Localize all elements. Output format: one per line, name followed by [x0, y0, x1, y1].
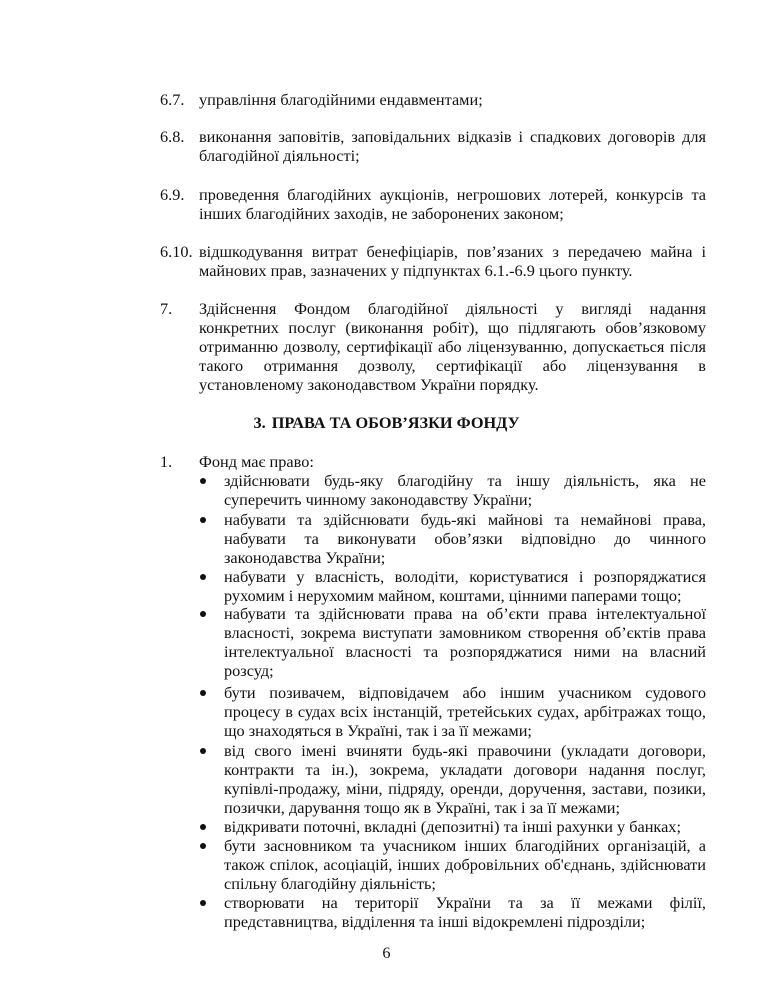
bullet-text: бути засновником та учасником інших благодійних організацій, а також спілок, асоціацій, інших добровільних об'єднань, здійснювати спільну благодійну діяльність;: [224, 836, 706, 893]
bullet-icon: [200, 611, 206, 617]
item-number: 6.10.: [160, 242, 193, 261]
item-text: Здійснення Фондом благодійної діяльності у вигляді надання конкретних послуг (виконання робіт), що підлягають обов’язковому отриманню дозволу, сертифікації або ліцензуванню, допускається після такого отримання дозволу, сертифікації або ліцензування в установленому законодавством України порядку.: [199, 299, 706, 394]
bullet-icon: [200, 824, 206, 830]
item-text: виконання заповітів, заповідальних відказів і спадкових договорів для благодійної діяльності;: [199, 127, 706, 165]
clause-text: Фонд має право:: [199, 452, 314, 471]
bullet-text: відкривати поточні, вкладні (депозитні) та інші рахунки у банках;: [224, 817, 681, 836]
clause-number: 1.: [160, 452, 173, 471]
bullet-text: бути позивачем, відповідачем або іншим учасником судового процесу в судах всіх інстанцій, третейських судах, арбітражах тощо, що знаходяться в Україні, так і за її межами;: [224, 683, 706, 740]
bullet-text: набувати та здійснювати права на об’єкти права інтелектуальної власності, зокрема виступати замовником створення об’єктів права інтелектуальної власності та розпоряджатися ними на власний розсуд;: [224, 604, 706, 680]
item-number: 6.7.: [160, 90, 185, 109]
bullet-icon: [200, 517, 206, 523]
bullet-icon: [200, 478, 206, 484]
item-number: 6.8.: [160, 127, 185, 146]
section-title: ПРАВА ТА ОБОВ’ЯЗКИ ФОНДУ: [271, 413, 520, 432]
bullet-icon: [200, 843, 206, 849]
bullet-text: здійснювати будь-яку благодійну та іншу діяльність, яка не суперечить чинному законодавству України;: [224, 471, 706, 509]
bullet-text: від свого імені вчиняти будь-які правочини (укладати договори, контракти та ін.), зокрема, укладати договори надання послуг, купівлі-продажу, міни, підряду, оренди, доручення, застави, позики, позички, дарування тощо як в Україні, так і за її межами;: [224, 741, 706, 817]
bullet-icon: [200, 900, 206, 906]
section-heading: [0, 413, 773, 433]
item-number: 6.9.: [160, 185, 185, 204]
page-number: 6: [382, 943, 391, 962]
bullet-icon: [200, 748, 206, 754]
bullet-text: набувати у власність, володіти, користуватися і розпоряджатися рухомим і нерухомим майном, коштами, цінними паперами тощо;: [224, 567, 706, 605]
bullet-icon: [200, 690, 206, 696]
item-text: відшкодування витрат бенефіціарів, пов’язаних з передачею майна і майнових прав, зазначених у підпунктах 6.1.-6.9 цього пункту.: [199, 242, 706, 280]
bullet-text: набувати та здійснювати будь-які майнові та немайнові права, набувати та виконувати обов’язки відповідно до чинного законодавства України;: [224, 510, 706, 567]
item-number: 7.: [160, 299, 173, 318]
bullet-text: створювати на території України та за її межами філії, представництва, відділення та інші відокремлені підрозділи;: [224, 893, 706, 931]
section-number: 3.: [253, 413, 266, 432]
bullet-icon: [200, 574, 206, 580]
item-text: управління благодійними ендавментами;: [199, 90, 483, 109]
item-text: проведення благодійних аукціонів, негрошових лотерей, конкурсів та інших благодійних заходів, не заборонених законом;: [199, 185, 706, 223]
